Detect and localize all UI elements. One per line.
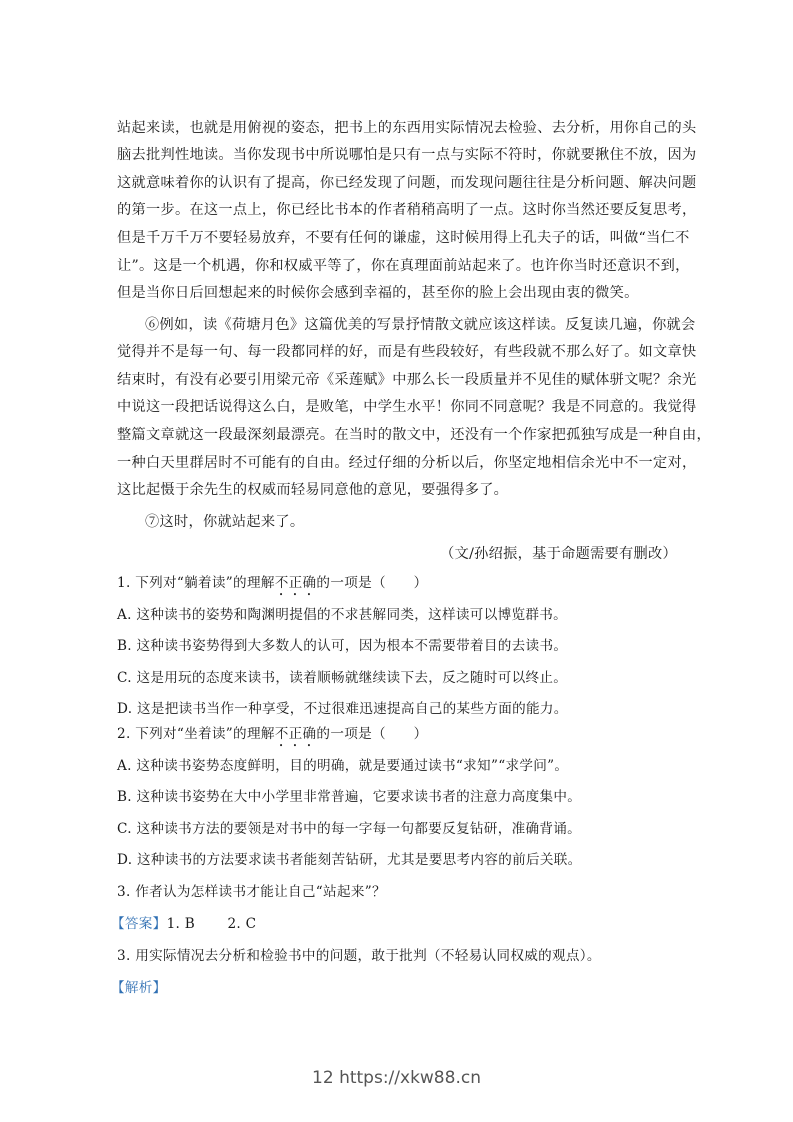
question-2-option-c: C. 这种读书方法的要领是对书中的每一字每一句都要反复钻研，准确背诵。 (117, 821, 582, 837)
question-2-option-b: B. 这种读书姿势在大中小学里非常普遍，它要求读书者的注意力高度集中。 (117, 789, 582, 805)
question-1-emphasis: 不正确 (274, 575, 317, 591)
page-footer: 12 https://xkw88.cn (312, 1068, 481, 1088)
paragraph-5-line: 脑去批判性地读。当你发现书中所说哪怕是只有一点与实际不符时，你就要揪住不放，因为 (117, 147, 697, 163)
question-1-option-d: D. 这是把读书当作一种享受，不过很难迅速提高自己的某些方面的能力。 (117, 701, 568, 717)
paragraph-5-line: 的第一步。在这一点上，你已经比书本的作者稍稍高明了一点。这时你当然还要反复思考， (117, 202, 697, 218)
answer-line (111, 914, 256, 934)
paragraph-6-line: ⑥例如，读《荷塘月色》这篇优美的写景抒情散文就应该这样读。反复读几遍，你就会 (145, 317, 696, 333)
question-1-suffix: 的一项是（ ） (316, 575, 428, 591)
paragraph-5-line: 但是当你日后回想起来的时候你会感到幸福的，甚至你的脸上会出现由衷的微笑。 (117, 285, 639, 301)
question-1-option-b: B. 这种读书姿势得到大多数人的认可，因为根本不需要带着目的去读书。 (117, 638, 568, 654)
answer-label: 【答案】 (111, 916, 167, 932)
paragraph-5-line: 这就意味着你的认识有了提高，你已经发现了问题，而发现问题往往是分析问题、解决问题 (117, 175, 697, 191)
paragraph-6-line: 觉得并不是每一句、每一段都同样的好，而是有些段较好，有些段就不那么好了。如文章快 (117, 344, 697, 360)
question-2-option-a: A. 这种读书姿势态度鲜明，目的明确，就是要通过读书“求知”“求学问”。 (117, 758, 569, 774)
question-1-option-c: C. 这是用玩的态度来读书，读着顺畅就继续读下去，反之随时可以终止。 (117, 670, 568, 686)
paragraph-7: ⑦这时，你就站起来了。 (145, 514, 305, 530)
question-2-emphasis: 不正确 (274, 726, 317, 742)
question-2-stem (117, 724, 428, 750)
question-1-prefix: 1. 下列对“躺着读”的理解 (117, 575, 275, 591)
answer-choices: 1. B 2. C (166, 916, 257, 932)
question-3-stem: 3. 作者认为怎样读书才能让自己“站起来”？ (117, 884, 386, 900)
question-2-suffix: 的一项是（ ） (316, 726, 428, 742)
answer-3: 3. 用实际情况去分析和检验书中的问题，敢于批判（不轻易认同权威的观点）。 (117, 948, 601, 964)
paragraph-6-line: 中说这一段把话说得这么白，是败笔，中学生水平！你同不同意呢？我是不同意的。我觉得 (117, 399, 697, 415)
question-2-option-d: D. 这种读书的方法要求读书者能刻苦钻研，尤其是要思考内容的前后关联。 (117, 852, 582, 868)
paragraph-5-line: 站起来读，也就是用俯视的姿态，把书上的东西用实际情况去检验、去分析，用你自己的头 (117, 120, 697, 136)
question-2-prefix: 2. 下列对“坐着读”的理解 (117, 726, 275, 742)
analysis-label: 【解析】 (111, 980, 167, 996)
paragraph-6-line: 一种白天里群居时不可能有的自由。经过仔细的分析以后，你坚定地相信余光中不一定对， (117, 455, 697, 471)
source-attribution: （文/孙绍振，基于命题需要有删改） (440, 546, 677, 562)
paragraph-6-line: 整篇文章就这一段最深刻最漂亮。在当时的散文中，还没有一个作家把孤独写成是一种自由， (117, 427, 711, 443)
paragraph-5-line: 但是千万千万不要轻易放弃，不要有任何的谦虚，这时候用得上孔夫子的话，叫做“当仁不 (117, 230, 690, 246)
question-1-option-a: A. 这种读书的姿势和陶渊明提倡的不求甚解同类，这样读可以博览群书。 (117, 607, 568, 623)
paragraph-6-line: 这比起慑于余先生的权威而轻易同意他的意见，要强得多了。 (117, 482, 509, 498)
paragraph-6-line: 结束时，有没有必要引用梁元帝《采莲赋》中那么长一段质量并不见佳的赋体骈文呢？余光 (117, 372, 697, 388)
question-1-stem (117, 573, 428, 599)
paragraph-5-line: 让”。这是一个机遇，你和权威平等了，你在真理面前站起来了。也许你当时还意识不到， (117, 258, 690, 274)
